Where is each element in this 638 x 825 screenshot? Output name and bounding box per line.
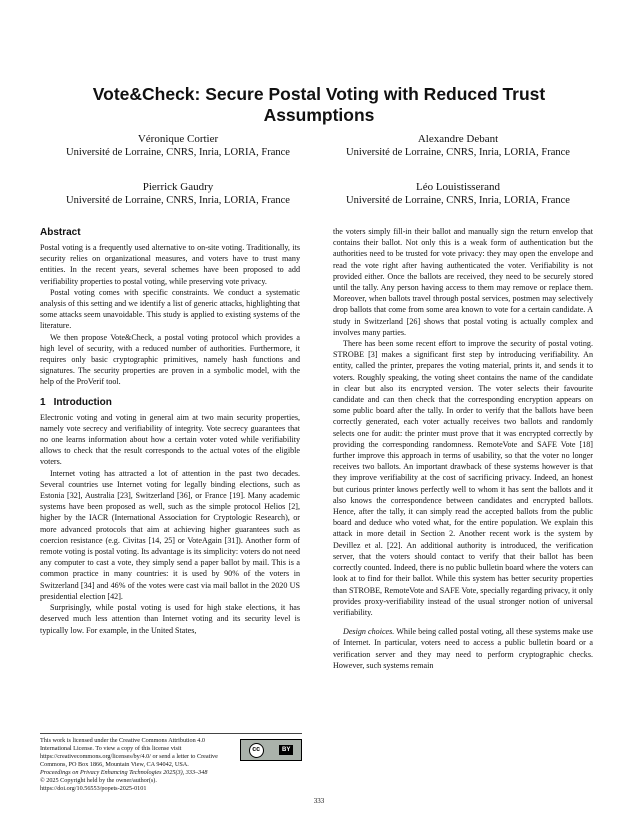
author-name: Léo Louistisserand: [415, 181, 500, 193]
intro-paragraph-1: Electronic voting and voting in general aim at two main security properties, namely vote secrecy and verifiability of integrity. Vote secrecy guarantees that no one learns information about how a certain voter voted while verifiability allows to check that the result corresponds to the actual votes of the eligible voters.: [40, 412, 300, 467]
abstract-paragraph-2: Postal voting comes with specific constraints. We conduct a systematic analysis of this setting and we identify a list of generic attacks, highlighting that some attacks seem unavoidable. This study is applied to existing systems of the literature.: [40, 287, 300, 331]
doi-link[interactable]: https://doi.org/10.56553/popets-2025-0101: [40, 785, 147, 792]
author-block-1: [48, 133, 308, 159]
body-paragraph-2: There has been some recent effort to improve the security of postal voting. STROBE [3] makes a significant first step by introducing verifiability. An entity, called the printer, prepares the voting material, prints it, and sends it to voters. Roughly speaking, the voting sheet contains the name of the candidate in clear but also its encrypted version. The voter selects their favourite candidate and can then check that the corresponding encryption appears on some public board after the tally. In order to verify that the ballots have been correctly generated, each voter actually receives two ballots and randomly selects one for audit: the printer must prove that it was encrypted correctly by providing the corresponding randomness. RemoteVote and SAFE Vote [18] further improve this approach in terms of usability, so that the voter no longer receives two ballots. An important drawback of these systems however is that they improve verifiability at the cost of sacrificing privacy. Indeed, an honest but curious printer knows perfectly well to whom it has sent the ballots and it also knows the correspondence between candidates and encrypted ballots. Hence, after the tally, it can simply read the accepted ballots from the public board and deduce who voted what, for the entire population. We explain this attack in more detail in Section 2. Another recent work is the system by Devillez et al. [22]. An additional authority is introduced, the verification server, that the voters should contact to verify that their ballot has been correctly counted. Indeed, there is no public bulletin board where the voters can look at to find for their ballot. While this system has better security properties than STROBE, RemoteVote and SAFE Vote, specially regarding privacy, it only provides proxy-verifiability instead of the usual stronger notion of universal verifiability.: [333, 339, 593, 617]
author-block-3: [48, 181, 308, 207]
abstract-paragraph-3: We then propose Vote&Check, a postal voting protocol which provides a high level of security, with a reduced number of authorities. Furthermore, it requires only basic cryptographic primitives, namely hash functions and signatures. The security properties are proven in a symbolic model, with the help of the ProVerif tool.: [40, 332, 300, 387]
license-text: This work is licensed under the Creative Commons Attribution 4.0 International License. To view a copy of this license visit https://creativecommons.org/licenses/by/4.0/ or send a letter to Creative Commons, PO Box 1866, Mountain View, CA 94042, USA.: [40, 737, 218, 768]
author-name: Véronique Cortier: [137, 133, 219, 145]
proceedings-line: Proceedings on Privacy Enhancing Technologies 2025(3), 333–348: [40, 769, 208, 776]
author-affiliation: Université de Lorraine, CNRS, Inria, LORIA, France: [346, 195, 570, 206]
license-footer: [40, 733, 302, 793]
paper-title: Vote&Check: Secure Postal Voting with Reduced Trust Assumptions: [92, 84, 546, 125]
cc-icon: cc: [249, 743, 264, 758]
abstract-heading: Abstract: [40, 227, 81, 238]
author-name: Alexandre Debant: [417, 133, 499, 145]
introduction-heading: [40, 396, 300, 409]
right-column: [333, 226, 593, 671]
design-choices-paragraph: [333, 626, 593, 671]
author-affiliation: Université de Lorraine, CNRS, Inria, LORIA, France: [346, 147, 570, 158]
author-name: Pierrick Gaudry: [142, 181, 214, 193]
author-block-2: [328, 133, 588, 159]
body-paragraph-1: the voters simply fill-in their ballot and manually sign the return envelop that contains their ballot. Not only this is a weak form of authentication but the authorities need to be trusted for vote privacy: they may open the envelope and read the vote right after having authenticated the voter. Verifiability is not provided either. Once the ballots are received, they need to be securely stored until the tally. Any person having access to them may remove or replace them. Moreover, when ballots travel through postal services, postmen may selectively drop ballots that come from some area known to vote for a certain candidate. A study in Switzerland [26] shows that postal voting is actually complex and involves many parties.: [333, 227, 593, 337]
paragraph-heading: Design choices.: [343, 627, 395, 637]
section-title: Introduction: [53, 396, 112, 408]
author-affiliation: Université de Lorraine, CNRS, Inria, LORIA, France: [66, 195, 290, 206]
copyright-line: © 2025 Copyright held by the owner/author(s).: [40, 777, 157, 784]
section-number: 1: [40, 396, 46, 408]
intro-paragraph-3: Surprisingly, while postal voting is used for high stake elections, it has deserved much less attention than Internet voting and its security level is typically low. For example, in the United States,: [40, 603, 300, 635]
author-block-4: [328, 181, 588, 207]
paragraph-text: While being called postal voting, all these systems make use of Internet. In particular, voters need to access a public bulletin board or a verification server and they may need to perform cryptographic checks. However, such systems remain: [333, 627, 593, 670]
cc-by-logo: [240, 739, 302, 761]
author-affiliation: Université de Lorraine, CNRS, Inria, LORIA, France: [66, 147, 290, 158]
by-icon: BY: [279, 745, 293, 755]
abstract-paragraph-1: Postal voting is a frequently used alternative to on-site voting. Traditionally, its security relies on organizational measures, and voters have to trust many entities. In the recent years, several schemes have been proposed to add verifiability properties to postal voting, while preserving vote privacy.: [40, 243, 300, 286]
page-number: 333: [313, 797, 325, 805]
left-column: [40, 226, 300, 636]
intro-paragraph-2: Internet voting has attracted a lot of attention in the past two decades. Several countries use Internet voting for legally binding elections, such as Estonia [32], Australia [23], Switzerland [36], or France [19]. Many academic systems have been proposed as well, such as the simple protocol Helios [2], higher by the IACR (International Association for Cryptologic Research), or more advanced protocols that aim at achieving higher guarantees such as coercion resistance (e.g. Civitas [14, 25] or VoteAgain [31]). Another form of remote voting is postal voting. Its advantage is its simplicity: voters do not need any computer to cast a vote, they simply send a paper ballot by mail. This is a common practice in many countries: it is used by 90% of the voters in Switzerland [34] and 46% of the votes were cast via mail ballot in the 2020 US presidential election [42].: [40, 468, 300, 601]
